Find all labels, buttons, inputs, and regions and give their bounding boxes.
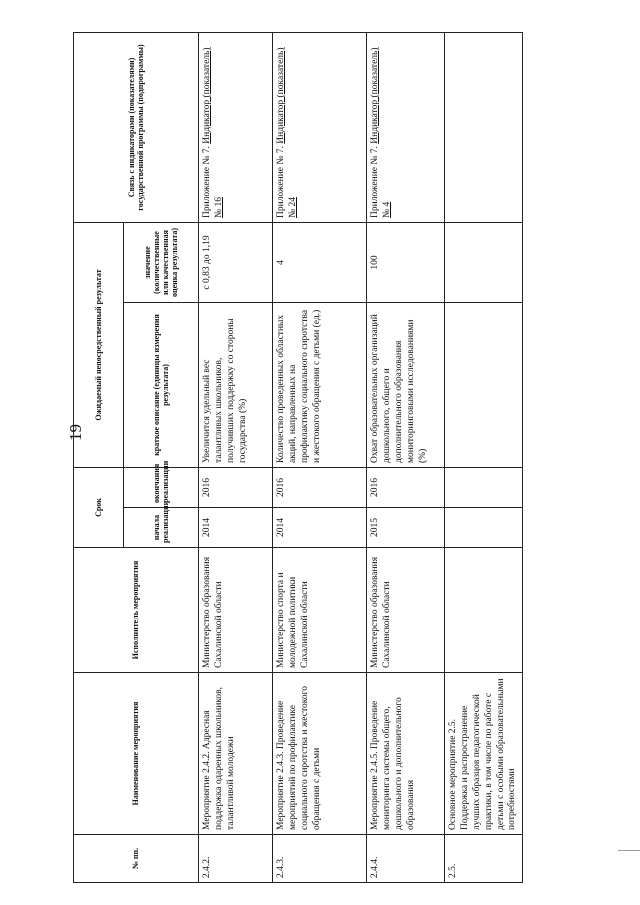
row-executor [445,548,523,673]
row-executor: Министерство спорта и молодежной политики Сахалинской области [273,548,367,673]
header-name: Наименование мероприятия [74,673,199,835]
row-end [445,468,523,508]
row-link-prefix: Приложение № 7. [370,146,380,218]
row-indicator-link: Индикатор (показатель) № 16 [202,47,224,218]
header-start: начала реализации [124,508,199,548]
header-executor: Исполнитель мероприятия [74,548,199,673]
header-end: окончания реализации [124,468,199,508]
row-num: 2.4.3. [273,835,367,883]
row-start: 2014 [199,508,273,548]
row-name: Мероприятие 2.4.3. Проведение мероприятий по профилактике социального сиротства и жестокого обращения с детьми [273,673,367,835]
row-desc: Количество проведенных областных акций, направленных на профилактику социального сиротства и жестокого обращения с детьми (ед.) [273,303,367,468]
row-num: 2.4.4. [367,835,445,883]
row-name: Мероприятие 2.4.5. Проведение мониторинга системы общего, дошкольного и дополнительного образования [367,673,445,835]
activities-table [73,32,523,883]
row-start: 2015 [367,508,445,548]
row-link-cell [199,33,273,223]
row-link-cell [445,33,523,223]
row-end: 2016 [273,468,367,508]
header-period: Срок [74,468,124,548]
row-desc: Увеличится удельный вес талантливых школьников, получивших поддержку со стороны государства (%) [199,303,273,468]
rotated-table-wrapper [73,33,518,883]
row-num: 2.5. [445,835,523,883]
row-end: 2016 [367,468,445,508]
row-start [445,508,523,548]
row-link-prefix: Приложение № 7. [202,146,212,218]
header-expected: Ожидаемый непосредственный результат [74,223,124,468]
row-desc: Охват образовательных организаций дошкольного, общего и дополнительного образования мониторинговыми исследованиями (%) [367,303,445,468]
row-num: 2.4.2. [199,835,273,883]
row-value [445,223,523,303]
row-end: 2016 [199,468,273,508]
row-link-cell [367,33,445,223]
row-link-prefix: Приложение № 7. [276,146,286,218]
row-indicator-link: Индикатор (показатель) № 4 [370,47,392,218]
header-short-desc: краткое описание (единицы измерения результата) [124,303,199,468]
row-link-cell [273,33,367,223]
scan-artifact-line [618,850,640,851]
header-value: значение (количественные или качественная оценка результата) [124,223,199,303]
header-link: Связь с индикаторами (показателями) государственной программы (подпрограммы) [74,33,199,223]
table-row [199,33,273,883]
row-value: 4 [273,223,367,303]
row-name: Основное мероприятие 2.5. Поддержка и распространение лучших образцов педагогической практики, в том числе по работе с детьми с особыми образовательными потребностями [445,673,523,835]
header-num: № пп. [74,835,199,883]
row-desc [445,303,523,468]
row-value: 100 [367,223,445,303]
table-row [367,33,445,883]
table-row [273,33,367,883]
row-value: с 0,83 до 1,19 [199,223,273,303]
row-executor: Министерство образования Сахалинской области [199,548,273,673]
row-executor: Министерство образования Сахалинской области [367,548,445,673]
row-name: Мероприятие 2.4.2. Адресная поддержка одаренных школьников, талантливой молодежи [199,673,273,835]
row-indicator-link: Индикатор (показатель) № 24 [276,47,298,218]
row-start: 2014 [273,508,367,548]
page-number: 19 [66,424,85,441]
table-row [445,33,523,883]
